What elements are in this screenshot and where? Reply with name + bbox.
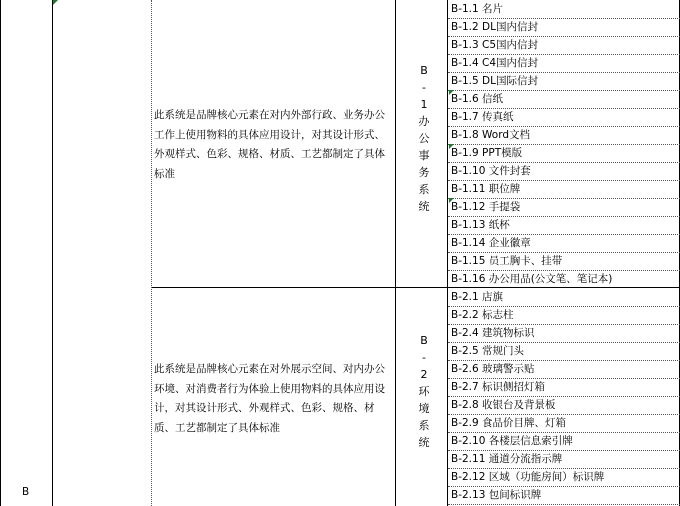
grid-vline xyxy=(151,0,152,506)
category-char: 事 xyxy=(418,149,430,162)
section-1-category[interactable] xyxy=(414,62,434,215)
item-cell[interactable]: B-1.11 职位牌 xyxy=(451,183,521,195)
grid-vline xyxy=(447,0,448,506)
item-cell[interactable]: B-1.8 Word文档 xyxy=(451,129,531,141)
category-char: - xyxy=(422,81,426,94)
section-2-category[interactable] xyxy=(414,332,434,451)
column-b-label[interactable]: B xyxy=(22,486,30,498)
item-cell[interactable]: B-1.6 信纸 xyxy=(451,93,504,105)
item-cell[interactable]: B-1.15 员工胸卡、挂带 xyxy=(451,255,563,267)
item-cell[interactable]: B-2.4 建筑物标识 xyxy=(451,327,535,339)
item-cell[interactable]: B-1.10 文件封套 xyxy=(451,165,531,177)
comment-marker xyxy=(449,198,454,203)
item-cell[interactable]: B-2.12 区域（功能房间）标识牌 xyxy=(451,471,605,483)
item-cell[interactable]: B-1.1 名片 xyxy=(451,3,504,15)
item-cell[interactable]: B-2.1 店旗 xyxy=(451,291,504,303)
grid-vline xyxy=(0,0,1,506)
item-cell[interactable]: B-2.10 各楼层信息索引牌 xyxy=(451,435,573,447)
item-cell[interactable]: B-2.2 标志柱 xyxy=(451,309,514,321)
item-cell[interactable]: B-1.9 PPT模版 xyxy=(451,147,523,159)
category-char: 公 xyxy=(418,132,430,145)
category-char: 统 xyxy=(418,200,430,213)
category-char: 环 xyxy=(418,385,430,398)
category-char: 办 xyxy=(418,115,430,128)
item-cell[interactable]: B-2.5 常规门头 xyxy=(451,345,525,357)
grid-vline xyxy=(52,0,53,506)
category-char: B xyxy=(420,334,428,347)
category-char: 1 xyxy=(420,98,428,111)
item-cell[interactable]: B-2.7 标识侧招灯箱 xyxy=(451,381,546,393)
category-char: - xyxy=(422,351,426,364)
category-char: 境 xyxy=(418,402,430,415)
item-cell[interactable]: B-2.8 收银台及背景板 xyxy=(451,399,556,411)
category-char: 2 xyxy=(420,368,428,381)
grid-hline xyxy=(448,504,680,505)
item-cell[interactable]: B-1.14 企业徽章 xyxy=(451,237,531,249)
item-cell[interactable]: B-1.13 纸杯 xyxy=(451,219,510,231)
item-cell[interactable]: B-1.5 DL国际信封 xyxy=(451,75,538,87)
item-cell[interactable]: B-2.11 通道分流指示牌 xyxy=(451,453,563,465)
item-cell[interactable]: B-1.2 DL国内信封 xyxy=(451,21,538,33)
section-1-description[interactable]: 此系统是品牌核心元素在对内外部行政、业务办公工作上使用物料的具体应用设计，对其设计形式、外观样式、色彩、规格、材质、工艺都制定了具体标准 xyxy=(154,109,385,180)
comment-marker xyxy=(449,90,454,95)
category-char: 统 xyxy=(418,436,430,449)
item-cell[interactable]: B-1.7 传真纸 xyxy=(451,111,514,123)
item-cell[interactable]: B-2.13 包间标识牌 xyxy=(451,489,542,501)
item-cell[interactable]: B-1.12 手提袋 xyxy=(451,201,521,213)
item-cell[interactable]: B-1.4 C4国内信封 xyxy=(451,57,539,69)
category-char: 系 xyxy=(418,419,430,432)
grid-vline xyxy=(395,0,396,506)
category-char: 务 xyxy=(418,166,430,179)
section-2-description[interactable]: 此系统是品牌核心元素在对外展示空间、对内办公环境、对消费者行为体验上使用物料的具体应用设计，对其设计形式、外观样式、色彩、规格、材质、工艺都制定了具体标准 xyxy=(154,363,385,434)
category-char: 系 xyxy=(418,183,430,196)
item-cell[interactable]: B-1.16 办公用品(公文笔、笔记本) xyxy=(451,273,613,285)
item-cell[interactable]: B-2.6 玻璃警示贴 xyxy=(451,363,535,375)
category-char: B xyxy=(420,64,428,77)
comment-marker xyxy=(449,144,454,149)
item-cell[interactable]: B-1.3 C5国内信封 xyxy=(451,39,539,51)
item-cell[interactable]: B-2.9 食品价目牌、灯箱 xyxy=(451,417,567,429)
comment-marker xyxy=(53,0,58,5)
